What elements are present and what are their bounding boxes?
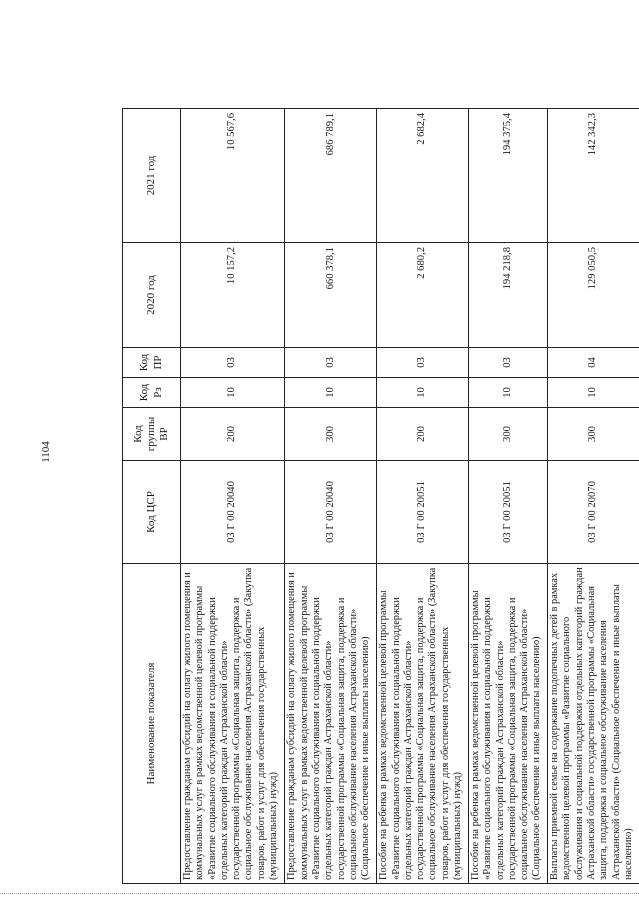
row-rz: 10 — [181, 378, 285, 408]
row-vr: 300 — [469, 408, 548, 461]
row-name: Пособие на ребенка в рамках ведомственной целевой программы «Развитие социального обслуживания и социальной поддержки отдельных категорий граждан Астраханской области» государственной программы «Социальная защита, поддержка и социальное обслуживание населения Астраханской области» (Социальное обеспечение и иные выплаты населению) — [469, 564, 548, 884]
header-2021: 2021 год — [123, 109, 181, 243]
row-rz: 10 — [548, 378, 639, 408]
row-rz: 10 — [285, 378, 377, 408]
row-vr: 300 — [548, 408, 639, 461]
row-csr: 03 Г 00 20051 — [377, 461, 469, 564]
table-row — [285, 109, 377, 884]
table-row — [181, 109, 285, 884]
scan-edge-line — [0, 893, 639, 894]
page-number: 1104 — [40, 441, 52, 463]
row-csr: 03 Г 00 20040 — [285, 461, 377, 564]
row-name: Предоставление гражданам субсидий на оплату жилого помещения и коммунальных услуг в рамках ведомственной целевой программы «Развитие социального обслуживания и социальной поддержки отдельных категорий граждан Астраханской области» государственной программы «Социальная защита, поддержка и социальное обслуживание населения Астраханской области» (Закупка товаров, работ и услуг для обеспечения государственных (муниципальных) нужд) — [181, 564, 285, 884]
row-csr: 03 Г 00 20070 — [548, 461, 639, 564]
header-rz: Код Рз — [123, 378, 181, 408]
header-name: Наименование показателя — [123, 564, 181, 884]
row-2021: 10 567,6 — [181, 109, 285, 243]
row-name: Предоставление гражданам субсидий на оплату жилого помещения и коммунальных услуг в рамках ведомственной целевой программы «Развитие социального обслуживания и социальной поддержки отдельных категорий граждан Астраханской области» государственной программы «Социальная защита, поддержка и социальное обслуживание населения Астраханской области» (Социальное обеспечение и иные выплаты населению) — [285, 564, 377, 884]
row-2021: 194 375,4 — [469, 109, 548, 243]
row-vr: 200 — [181, 408, 285, 461]
row-2020: 660 378,1 — [285, 243, 377, 348]
row-2020: 194 218,8 — [469, 243, 548, 348]
row-vr: 200 — [377, 408, 469, 461]
row-2021: 686 789,1 — [285, 109, 377, 243]
row-2021: 142 342,3 — [548, 109, 639, 243]
row-vr: 300 — [285, 408, 377, 461]
budget-table — [122, 108, 639, 884]
row-pr: 03 — [285, 348, 377, 378]
header-vr: Код группы ВР — [123, 408, 181, 461]
rotated-page — [122, 109, 639, 884]
header-csr: Код ЦСР — [123, 461, 181, 564]
table-row — [548, 109, 639, 884]
row-pr: 04 — [548, 348, 639, 378]
row-name: Пособие на ребенка в рамках ведомственной целевой программы «Развитие социального обслуживания и социальной поддержки отдельных категорий граждан Астраханской области» государственной программы «Социальная защита, поддержка и социальное обслуживание населения Астраханской области» (Закупка товаров, работ и услуг для обеспечения государственных (муниципальных) нужд) — [377, 564, 469, 884]
row-rz: 10 — [377, 378, 469, 408]
header-pr: Код ПР — [123, 348, 181, 378]
row-csr: 03 Г 00 20040 — [181, 461, 285, 564]
table-row — [377, 109, 469, 884]
table-row — [469, 109, 548, 884]
row-2020: 2 680,2 — [377, 243, 469, 348]
header-2020: 2020 год — [123, 243, 181, 348]
table-header-row — [123, 109, 181, 884]
row-name: Выплаты приемной семье на содержание подопечных детей в рамках ведомственной целевой программы «Развитие социального обслуживания и социальной поддержки отдельных категорий граждан Астраханской области» государственной программы «Социальная защита, поддержка и социальное обслуживание населения Астраханской области» (Социальное обеспечение и иные выплаты населению) — [548, 564, 639, 884]
row-2020: 129 050,5 — [548, 243, 639, 348]
row-2021: 2 682,4 — [377, 109, 469, 243]
row-pr: 03 — [181, 348, 285, 378]
row-pr: 03 — [469, 348, 548, 378]
row-pr: 03 — [377, 348, 469, 378]
row-2020: 10 157,2 — [181, 243, 285, 348]
row-csr: 03 Г 00 20051 — [469, 461, 548, 564]
row-rz: 10 — [469, 378, 548, 408]
